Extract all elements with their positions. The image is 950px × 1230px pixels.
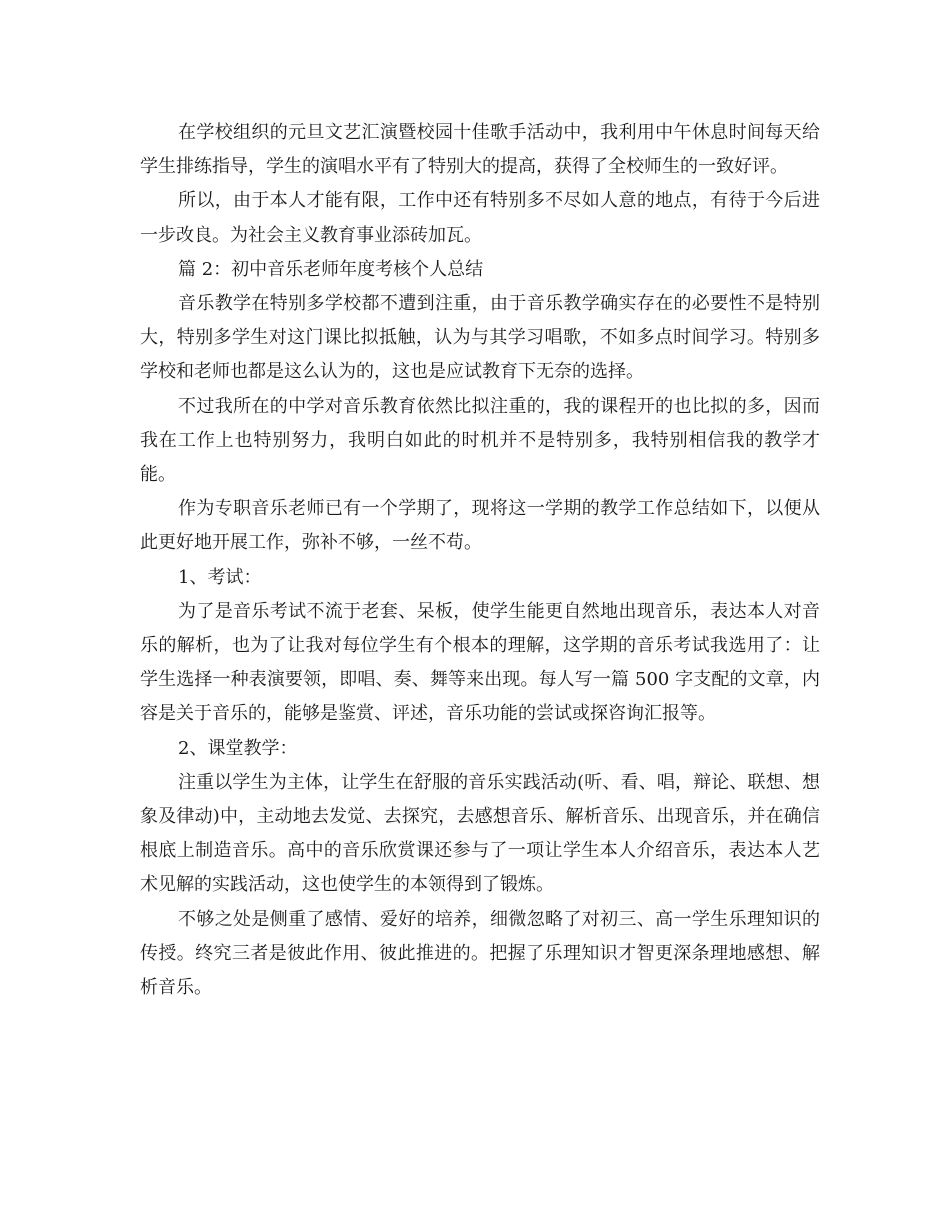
paragraph-1: 在学校组织的元旦文艺汇演暨校园十佳歌手活动中，我利用中午休息时间每天给学生排练指导，学生的演唱水平有了特别大的提高，获得了全校师生的一致好评。	[140, 122, 820, 178]
paragraph-8: 不够之处是侧重了感情、爱好的培养，细微忽略了对初三、高一学生乐理知识的传授。终究三者是彼此作用、彼此推进的。把握了乐理知识才智更深条理地感想、解析音乐。	[140, 908, 820, 999]
subheading-classroom: 2、课堂教学：	[178, 737, 298, 759]
paragraph-5: 作为专职音乐老师已有一个学期了，现将这一学期的教学工作总结如下，以便从此更好地开展工作，弥补不够，一丝不苟。	[140, 498, 820, 554]
paragraph-7: 注重以学生为主体，让学生在舒服的音乐实践活动(听、看、唱，辩论、联想、想象及律动)中，主动地去发觉、去探究，去感想音乐、解析音乐、出现音乐，并在确信根底上制造音乐。高中的音乐欣赏课还参与了一项让学生本人介绍音乐，表达本人艺术见解的实践活动，这也使学生的本领得到了锻炼。	[140, 771, 820, 896]
document-body	[140, 116, 820, 1005]
section-heading-2: 篇 2：初中音乐老师年度考核个人总结	[178, 258, 484, 280]
paragraph-6: 为了是音乐考试不流于老套、呆板，使学生能更自然地出现音乐，表达本人对音乐的解析，也为了让我对每位学生有个根本的理解，这学期的音乐考试我选用了：让学生选择一种表演要领，即唱、奏、舞等来出现。每人写一篇 500 字支配的文章，内容是关于音乐的，能够是鉴赏、评述，音乐功能的尝试或探咨询汇报等。	[140, 600, 820, 725]
paragraph-2: 所以，由于本人才能有限，工作中还有特别多不尽如人意的地点，有待于今后进一步改良。为社会主义教育事业添砖加瓦。	[140, 190, 820, 246]
paragraph-4: 不过我所在的中学对音乐教育依然比拟注重的，我的课程开的也比拟的多，因而我在工作上也特别努力，我明白如此的时机并不是特别多，我特别相信我的教学才能。	[140, 395, 820, 486]
paragraph-3: 音乐教学在特别多学校都不遭到注重，由于音乐教学确实存在的必要性不是特别大，特别多学生对这门课比拟抵触，认为与其学习唱歌，不如多点时间学习。特别多学校和老师也都是这么认为的，这也是应试教育下无奈的选择。	[140, 293, 820, 383]
subheading-exam: 1、考试：	[178, 566, 262, 588]
